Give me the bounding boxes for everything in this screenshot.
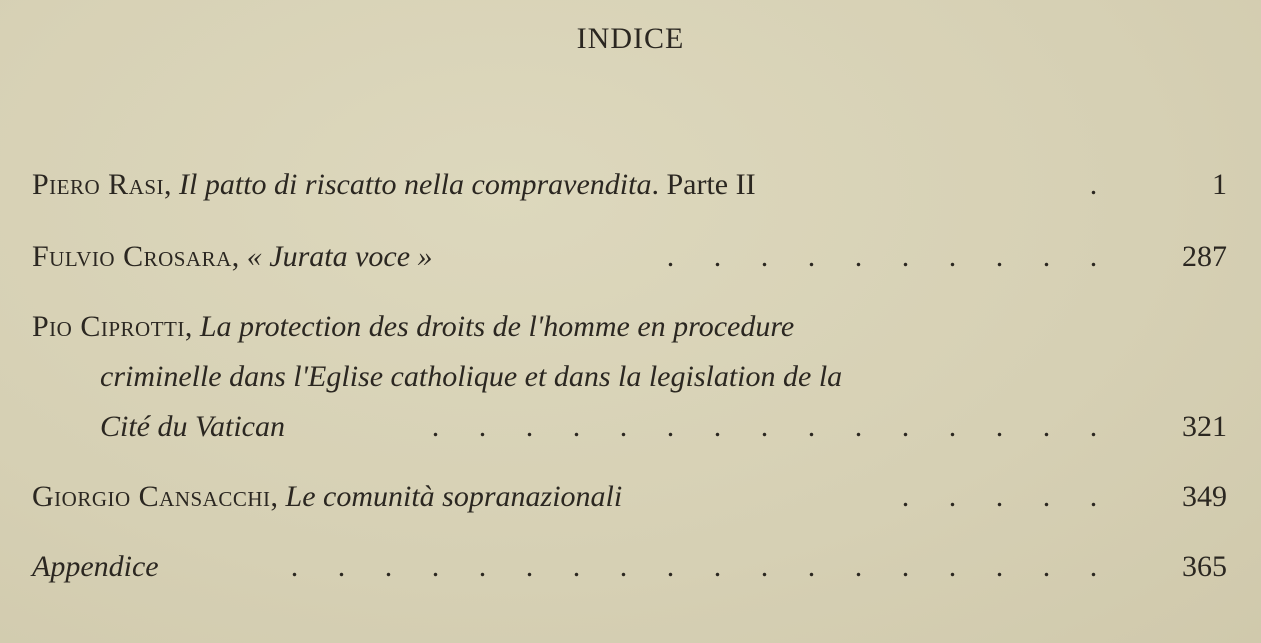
entry-separator: , [270, 480, 279, 513]
dot-leader: . . . . . [901, 480, 1098, 513]
entry-suffix: . Parte II [651, 168, 756, 201]
toc-entry-rasi[interactable] [32, 160, 1227, 210]
entry-title: Appendice [32, 550, 159, 583]
entry-page-number: 1 [1212, 168, 1227, 201]
toc-entry-ciprotti[interactable] [32, 302, 1227, 452]
entry-page-number: 321 [1182, 410, 1227, 443]
entry-separator: , [164, 168, 172, 201]
entry-separator: , [231, 240, 240, 273]
entry-title-line-2: criminelle dans l'Eglise catholique et dans la legislation de la [100, 360, 843, 393]
entry-separator: , [184, 310, 193, 343]
toc-entry-cansacchi[interactable] [32, 472, 1227, 522]
entry-author: Pio Ciprotti [32, 310, 185, 343]
dot-leader: . . . . . . . . . . . . . . . [431, 410, 1098, 443]
entry-page-number: 349 [1182, 480, 1227, 513]
toc-entry-crosara[interactable] [32, 232, 1227, 282]
entry-author: Piero Rasi [32, 168, 165, 201]
entry-title: Le comunità sopranazionali [285, 480, 623, 513]
dot-leader: . [1089, 168, 1098, 201]
entry-title: Il patto di riscatto nella compravendita [179, 168, 652, 201]
entry-title-line-1: La protection des droits de l'homme en procedure [199, 310, 795, 343]
entry-page-number: 365 [1182, 550, 1227, 583]
entry-title-line-3: Cité du Vatican [100, 410, 285, 443]
entry-title: « Jurata voce » [246, 240, 433, 273]
entry-author: Giorgio Cansacchi [32, 480, 271, 513]
dot-leader: . . . . . . . . . . . . . . . . . . [290, 550, 1098, 583]
toc-entry-appendice[interactable] [32, 542, 1227, 592]
dot-leader: . . . . . . . . . . [666, 240, 1098, 273]
entry-page-number: 287 [1182, 240, 1227, 273]
entry-author: Fulvio Crosara [32, 240, 232, 273]
page-title: INDICE [576, 22, 685, 55]
